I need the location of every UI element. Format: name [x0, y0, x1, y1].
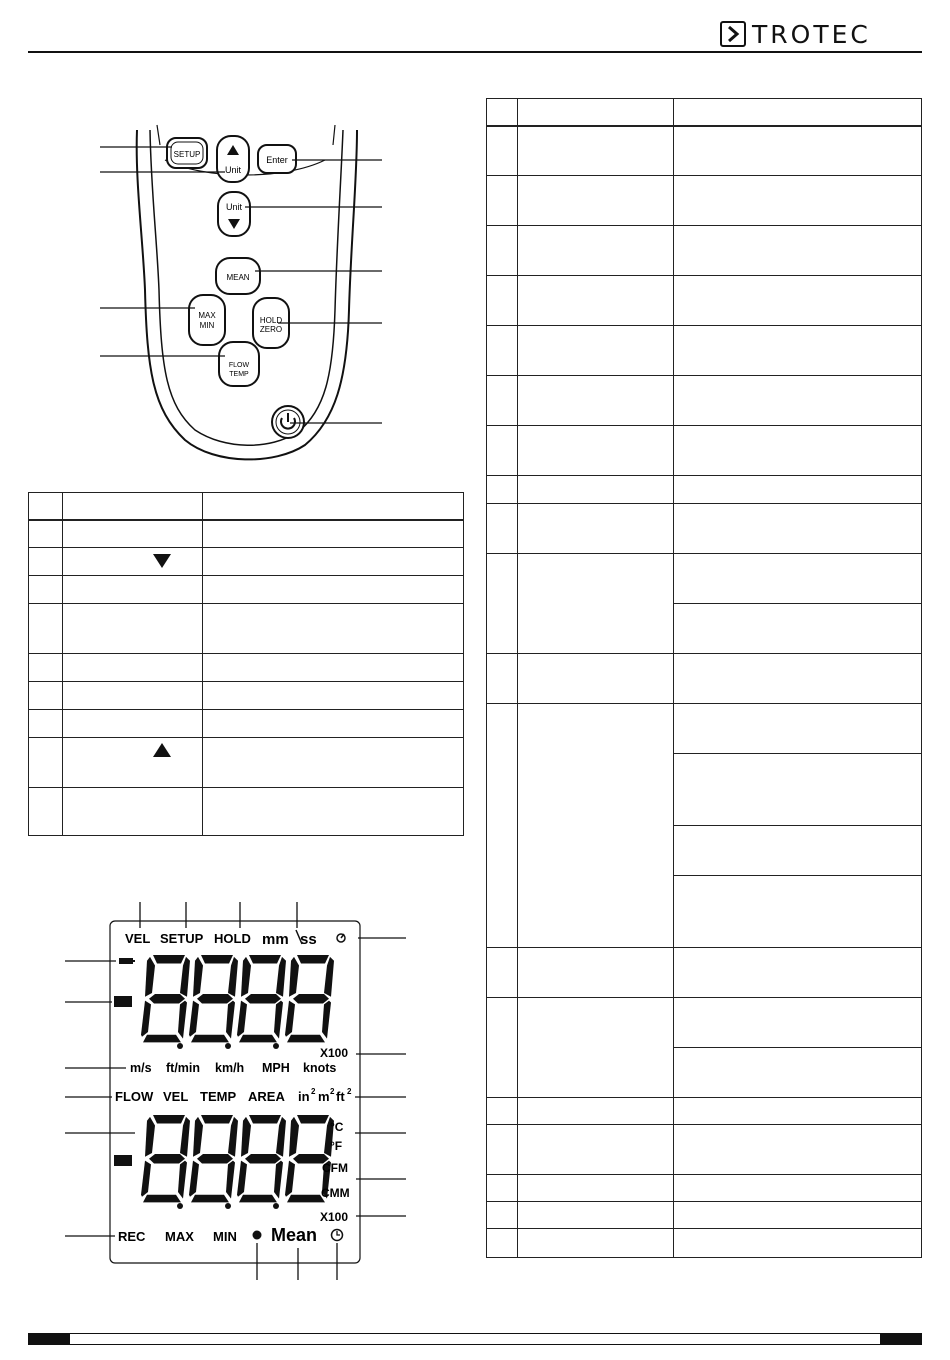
area-unit-m: m [318, 1089, 330, 1104]
lcd-setup-label: SETUP [160, 931, 204, 946]
svg-text:TEMP: TEMP [229, 371, 249, 378]
upper-digits [141, 955, 334, 1042]
table-row [487, 126, 922, 176]
lower-digits [141, 1115, 334, 1202]
table-row [29, 520, 464, 548]
svg-text:Enter: Enter [266, 155, 288, 165]
table-row [29, 654, 464, 682]
lcd-display-illustration [0, 890, 470, 1290]
area-unit-in: in [298, 1089, 310, 1104]
table-row [487, 704, 922, 754]
lcd-hold-label: HOLD [214, 931, 251, 946]
table-row [487, 948, 922, 998]
svg-text:HOLD: HOLD [259, 316, 283, 325]
unit-celsius: °C [330, 1120, 344, 1134]
area-unit-ft: ft [336, 1089, 345, 1104]
record-dot-icon [253, 1231, 262, 1240]
table-row [487, 1098, 922, 1125]
button-legend-table [28, 492, 464, 836]
table-row [487, 426, 922, 476]
svg-text:SETUP: SETUP [173, 150, 201, 159]
table-row [29, 604, 464, 654]
footer-left-block [28, 1333, 70, 1345]
display-legend-table [486, 98, 922, 1258]
unit-kmh: km/h [215, 1061, 245, 1075]
table-row [29, 548, 464, 576]
table-row [29, 682, 464, 710]
svg-text:2: 2 [330, 1087, 335, 1096]
brand-name: TROTEC [752, 19, 871, 49]
lcd-ss-label: ss [300, 931, 317, 948]
mode-flow: FLOW [115, 1089, 154, 1104]
unit-cfm: CFM [322, 1161, 348, 1175]
lower-minus-sign [114, 1155, 132, 1166]
footer-bar [28, 1333, 922, 1345]
table-row [487, 1229, 922, 1258]
svg-text:MAX: MAX [198, 311, 216, 320]
mode-temp: TEMP [200, 1089, 237, 1104]
table-row [487, 998, 922, 1048]
clock-icon [332, 1230, 343, 1241]
lcd-mean-label: Mean [271, 1225, 318, 1245]
lcd-max-label: MAX [165, 1229, 194, 1244]
svg-text:Unit: Unit [224, 165, 242, 175]
lcd-mm-label: mm [262, 931, 289, 948]
lcd-vel-label: VEL [125, 931, 151, 946]
lcd-rec-label: REC [118, 1229, 146, 1244]
table-header-cell [63, 493, 203, 520]
table-row [487, 226, 922, 276]
triangle-up-icon [152, 742, 172, 758]
unit-ftmin: ft/min [166, 1061, 201, 1075]
table-row [29, 788, 464, 836]
svg-text:ZERO: ZERO [259, 325, 283, 334]
table-row [487, 376, 922, 426]
svg-text:2: 2 [347, 1087, 352, 1096]
unit-mph: MPH [262, 1061, 290, 1075]
table-header-cell [29, 493, 63, 520]
table-row [487, 504, 922, 554]
table-header-cell [203, 493, 464, 520]
table-row [487, 1175, 922, 1202]
svg-text:FLOW: FLOW [228, 362, 250, 369]
table-row [487, 554, 922, 604]
svg-text:2: 2 [311, 1087, 316, 1096]
unit-knots: knots [303, 1061, 337, 1075]
lower-x100-label: X100 [320, 1210, 349, 1224]
table-row [487, 1202, 922, 1229]
lcd-min-label: MIN [213, 1229, 237, 1244]
table-row [487, 476, 922, 504]
battery-icon [119, 958, 135, 964]
unit-cmm: CMM [321, 1186, 350, 1200]
table-row [487, 276, 922, 326]
unit-fahrenheit: °F [330, 1139, 343, 1153]
table-row [487, 326, 922, 376]
table-row [487, 1125, 922, 1175]
table-row [29, 710, 464, 738]
mode-vel: VEL [163, 1089, 189, 1104]
table-row [487, 176, 922, 226]
svg-text:MIN: MIN [199, 321, 215, 330]
auto-off-icon [337, 934, 345, 942]
mode-area: AREA [248, 1089, 285, 1104]
table-row [29, 576, 464, 604]
unit-ms: m/s [130, 1061, 152, 1075]
svg-text:Unit: Unit [225, 202, 243, 212]
triangle-down-icon [152, 552, 172, 568]
table-row [29, 738, 464, 788]
footer-right-block [880, 1333, 922, 1345]
upper-x100-label: X100 [320, 1046, 349, 1060]
svg-text:MEAN: MEAN [226, 273, 250, 282]
table-row [487, 654, 922, 704]
upper-minus-sign [114, 996, 132, 1007]
